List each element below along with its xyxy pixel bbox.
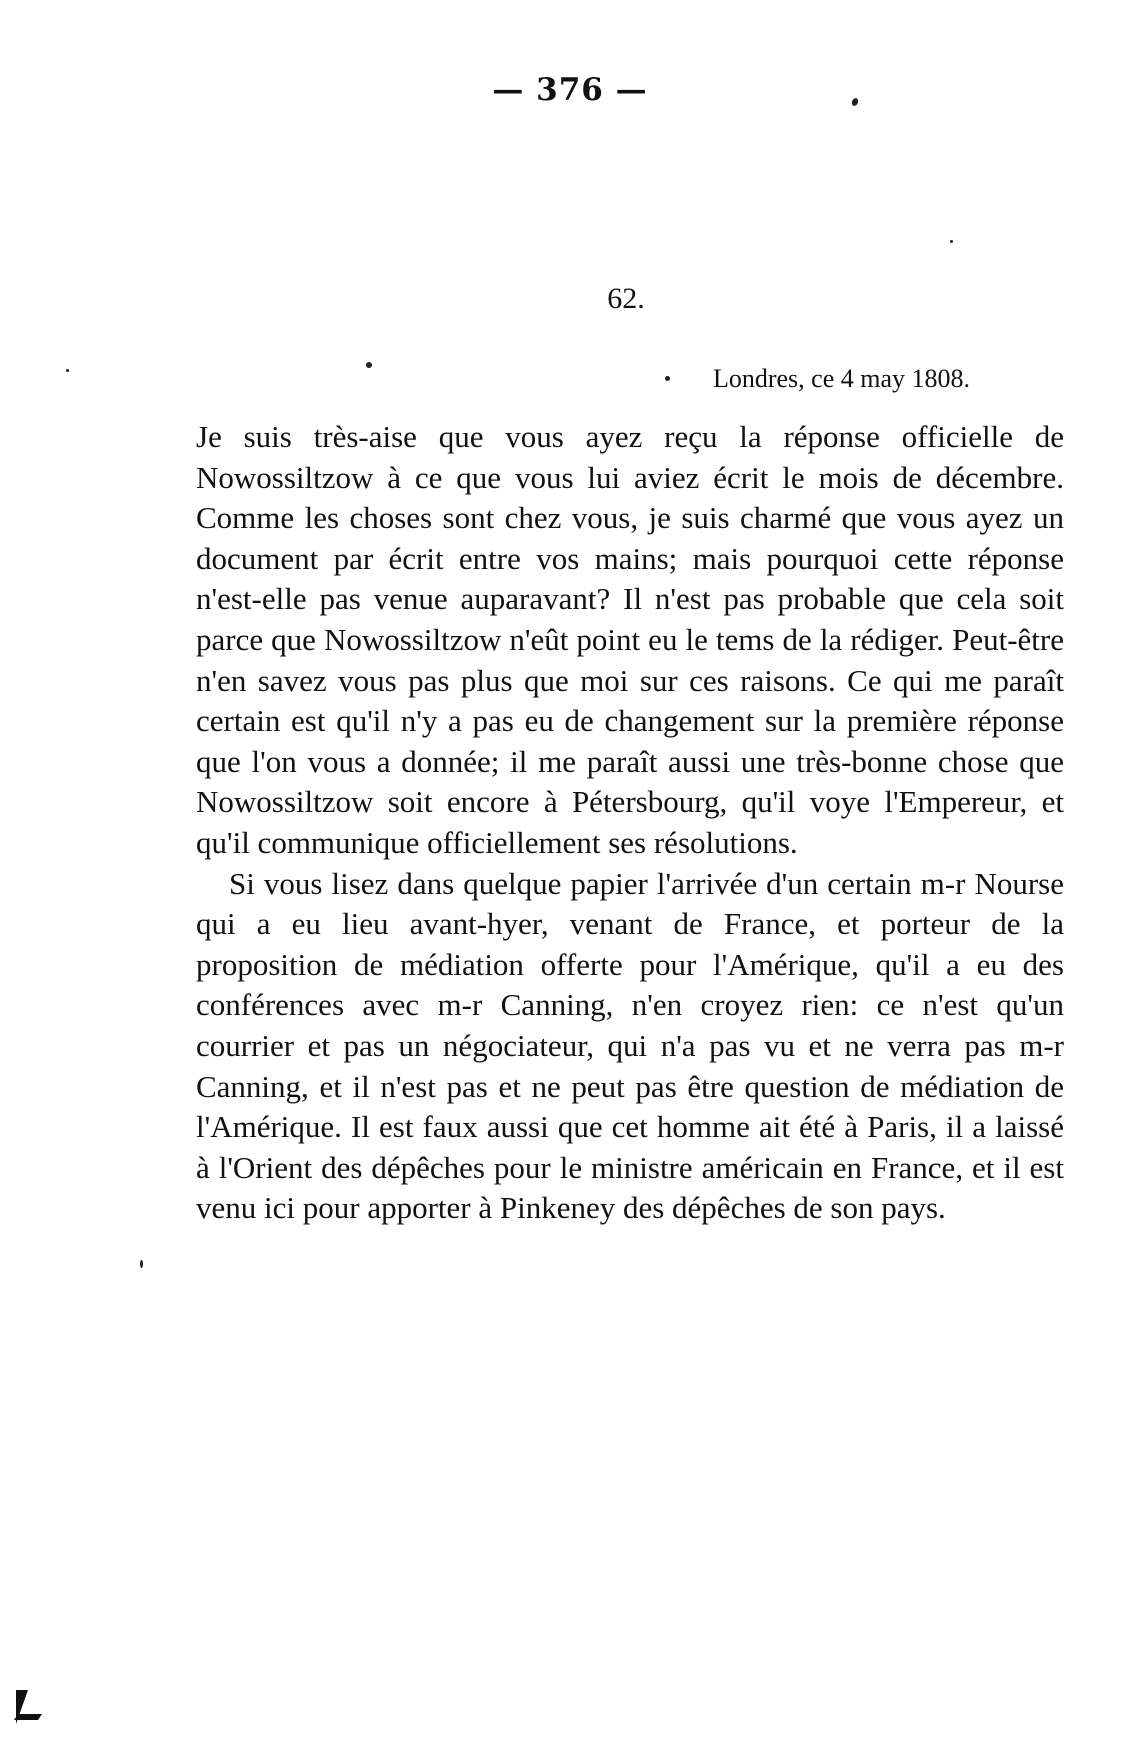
paragraph: Si vous lisez dans quelque papier l'arrivée d'un certain m-r Nourse qui a eu lieu avant-hyer, venant de France, et porteur de la proposition de médiation offerte pour l'Amérique, qu'il a eu des conférences avec m-r Canning, n'en croyez rien: ce n'est qu'un courrier et pas un négociateur, qui n'a pas vu et ne verra pas m-r Canning, et il n'est pas et ne peut pas être question de médiation de l'Amérique. Il est faux aussi que cet homme ait été à Paris, il a laissé à l'Orient des dépêches pour le ministre américain en France, et il est venu ici pour apporter à Pinkeney des dépêches de son pays. <box>196 865 1064 1226</box>
scan-corner-mark <box>14 1714 42 1720</box>
dateline: Londres, ce 4 may 1808. <box>712 364 970 393</box>
letter-body <box>196 417 1064 1229</box>
scan-speck <box>665 376 670 381</box>
scan-speck <box>366 362 372 368</box>
scan-speck <box>140 1260 143 1268</box>
scan-speck <box>950 240 953 243</box>
page-number: — 376 — <box>492 72 648 108</box>
scan-speck <box>66 369 69 372</box>
letter-number: 62. <box>607 282 645 315</box>
paragraph: Je suis très-aise que vous ayez reçu la réponse officielle de Nowossiltzow à ce que vous lui aviez écrit le mois de décembre. Comme les choses sont chez vous, je suis charmé que vous ayez un document par écrit entre vos mains; mais pourquoi cette réponse n'est-elle pas venue auparavant? Il n'est pas probable que cela soit parce que Nowossiltzow n'eût point eu le tems de la rédiger. Peut-être n'en savez vous pas plus que moi sur ces raisons. Ce qui me paraît certain est qu'il n'y a pas eu de changement sur la première réponse que l'on vous a donnée; il me paraît aussi une très-bonne chose que Nowossiltzow soit encore à Pétersbourg, qu'il voye l'Empereur, et qu'il communique officiellement ses résolutions. <box>196 419 1064 860</box>
